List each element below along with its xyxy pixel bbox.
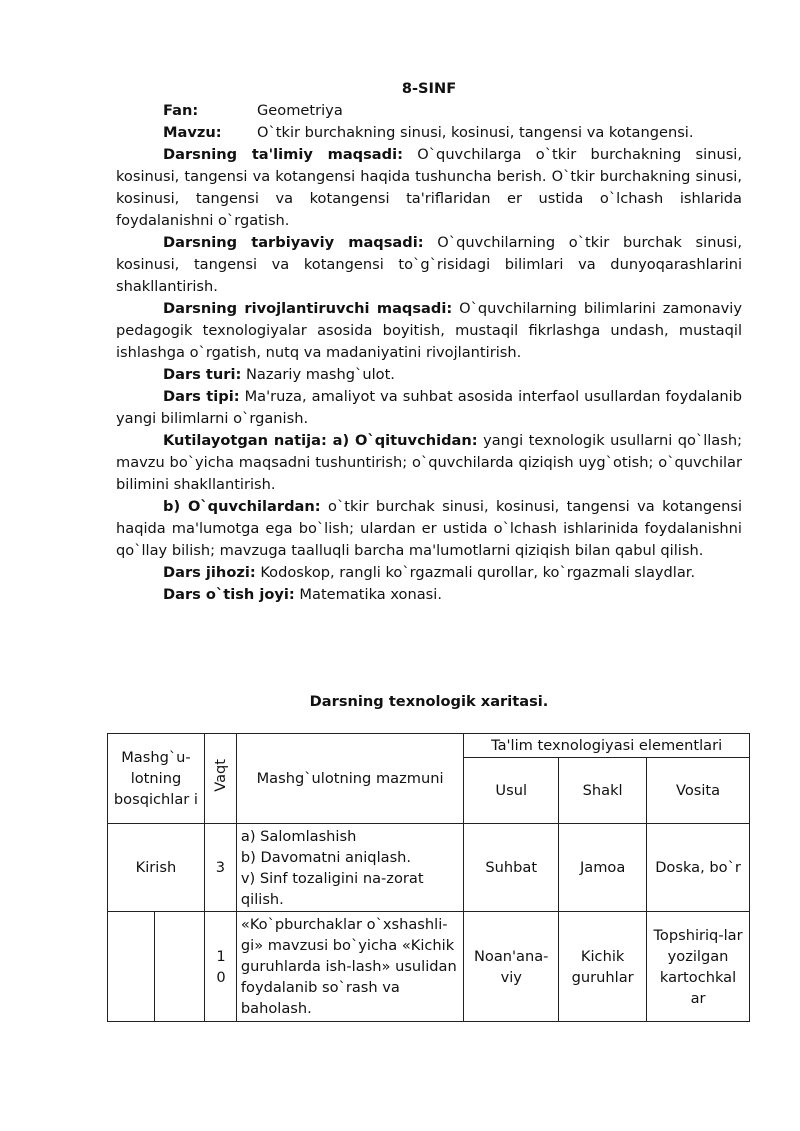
grade-title: 8-SINF [401, 80, 457, 97]
row-time: 3 [204, 824, 236, 912]
table-row [108, 824, 750, 912]
row-stage-a [108, 912, 155, 1022]
lesson-body [116, 144, 742, 606]
row-vosita: Doska, bo`r [647, 824, 750, 912]
expected-result-students: b) O`quvchilardan: o`tkir burchak sinusi, kosinusi, tangensi va kotangensi haqida ma'lumotga ega bo`lish; ulardan er ustida o`lchash ishlarinida foydalanishni qo`llay bilish; mavzuga taalluqli barcha ma'lumotlarni qiziqish bilan qabul qilish. [116, 498, 743, 559]
upbringing-goal: Darsning tarbiyaviy maqsadi: O`quvchilarning o`tkir burchak sinusi, kosinusi, tangensi va kotangensi to`g`risidagi bilimlari va dunyoqarashlarini shakllantirish. [116, 234, 742, 295]
developmental-goal: Darsning rivojlantiruvchi maqsadi: O`quvchilarning bilimlarini zamonaviy pedagogik texnologiyalar asosida boyitish, mustaqil fikrlashga undash, mustaqil ishlashga o`rgatish, nutq va madaniyatini rivojlantirish. [116, 300, 742, 361]
expected-result-teacher: Kutilayotgan natija: a) O`qituvchidan: yangi texnologik usullarni qo`llash; mavzu bo`yicha maqsadni tushuntirish; o`quvchilarda qiziqish uyg`otish; o`quvchilar bilimini shakllantirish. [116, 432, 743, 493]
subject-row [163, 100, 743, 144]
lesson-kind: Dars tipi: Ma'ruza, amaliyot va suhbat asosida interfaol usullardan foydalanib yangi bilimlarni o`rganish. [116, 388, 742, 427]
table-row [108, 912, 750, 1022]
row-stage: Kirish [108, 824, 205, 912]
row-usul: Suhbat [464, 824, 559, 912]
row-content: «Ko`pburchaklar o`xshashli-gi» mavzusi bo`yicha «Kichik guruhlarda ish-lash» usulidan foydalanib so`rash va baholash. [236, 912, 463, 1022]
topic-value: O`tkir burchakning sinusi, kosinusi, tangensi va kotangensi. [257, 124, 694, 141]
header-stages: Mashg`u-lotning bosqichlar i [108, 734, 205, 824]
header-usul: Usul [464, 758, 559, 824]
header-content: Mashg`ulotning mazmuni [236, 734, 463, 824]
header-shakl: Shakl [559, 758, 647, 824]
row-vosita: Topshiriq-lar yozilgan kartochkal ar [647, 912, 750, 1022]
row-usul: Noan'ana-viy [464, 912, 559, 1022]
table-header-row [108, 734, 750, 758]
lesson-location: Dars o`tish joyi: Matematika xonasi. [163, 586, 442, 603]
table-title: Darsning texnologik xaritasi. [309, 693, 549, 710]
educational-goal: Darsning ta'limiy maqsadi: O`quvchilarga o`tkir burchakning sinusi, kosinusi, tangensi va kotangensi haqida tushuncha berish. O`tkir burchakning sinusi, kosinusi, tangensi va kotangensi ta'riflaridan er ustida o`lchash ishlarida foydalanishni o`rgatish. [116, 146, 743, 229]
lesson-type: Dars turi: Nazariy mashg`ulot. [163, 366, 395, 383]
subject-value: Geometriya [257, 102, 343, 119]
lesson-equipment: Dars jihozi: Kodoskop, rangli ko`rgazmali qurollar, ko`rgazmali slaydlar. [163, 564, 696, 581]
row-content: a) Salomlashish b) Davomatni aniqlash. v) Sinf tozaligini na-zorat qilish. [236, 824, 463, 912]
row-time: 10 [204, 912, 236, 1022]
subject-label: Fan: [163, 102, 199, 119]
row-shakl: Jamoa [559, 824, 647, 912]
technology-map-table [107, 733, 750, 1022]
header-elements: Ta'lim texnologiyasi elementlari [464, 734, 750, 758]
header-time: Vaqt [204, 734, 236, 824]
header-vosita: Vosita [647, 758, 750, 824]
row-stage-b [154, 912, 204, 1022]
row-shakl: Kichik guruhlar [559, 912, 647, 1022]
topic-label: Mavzu: [163, 124, 222, 141]
